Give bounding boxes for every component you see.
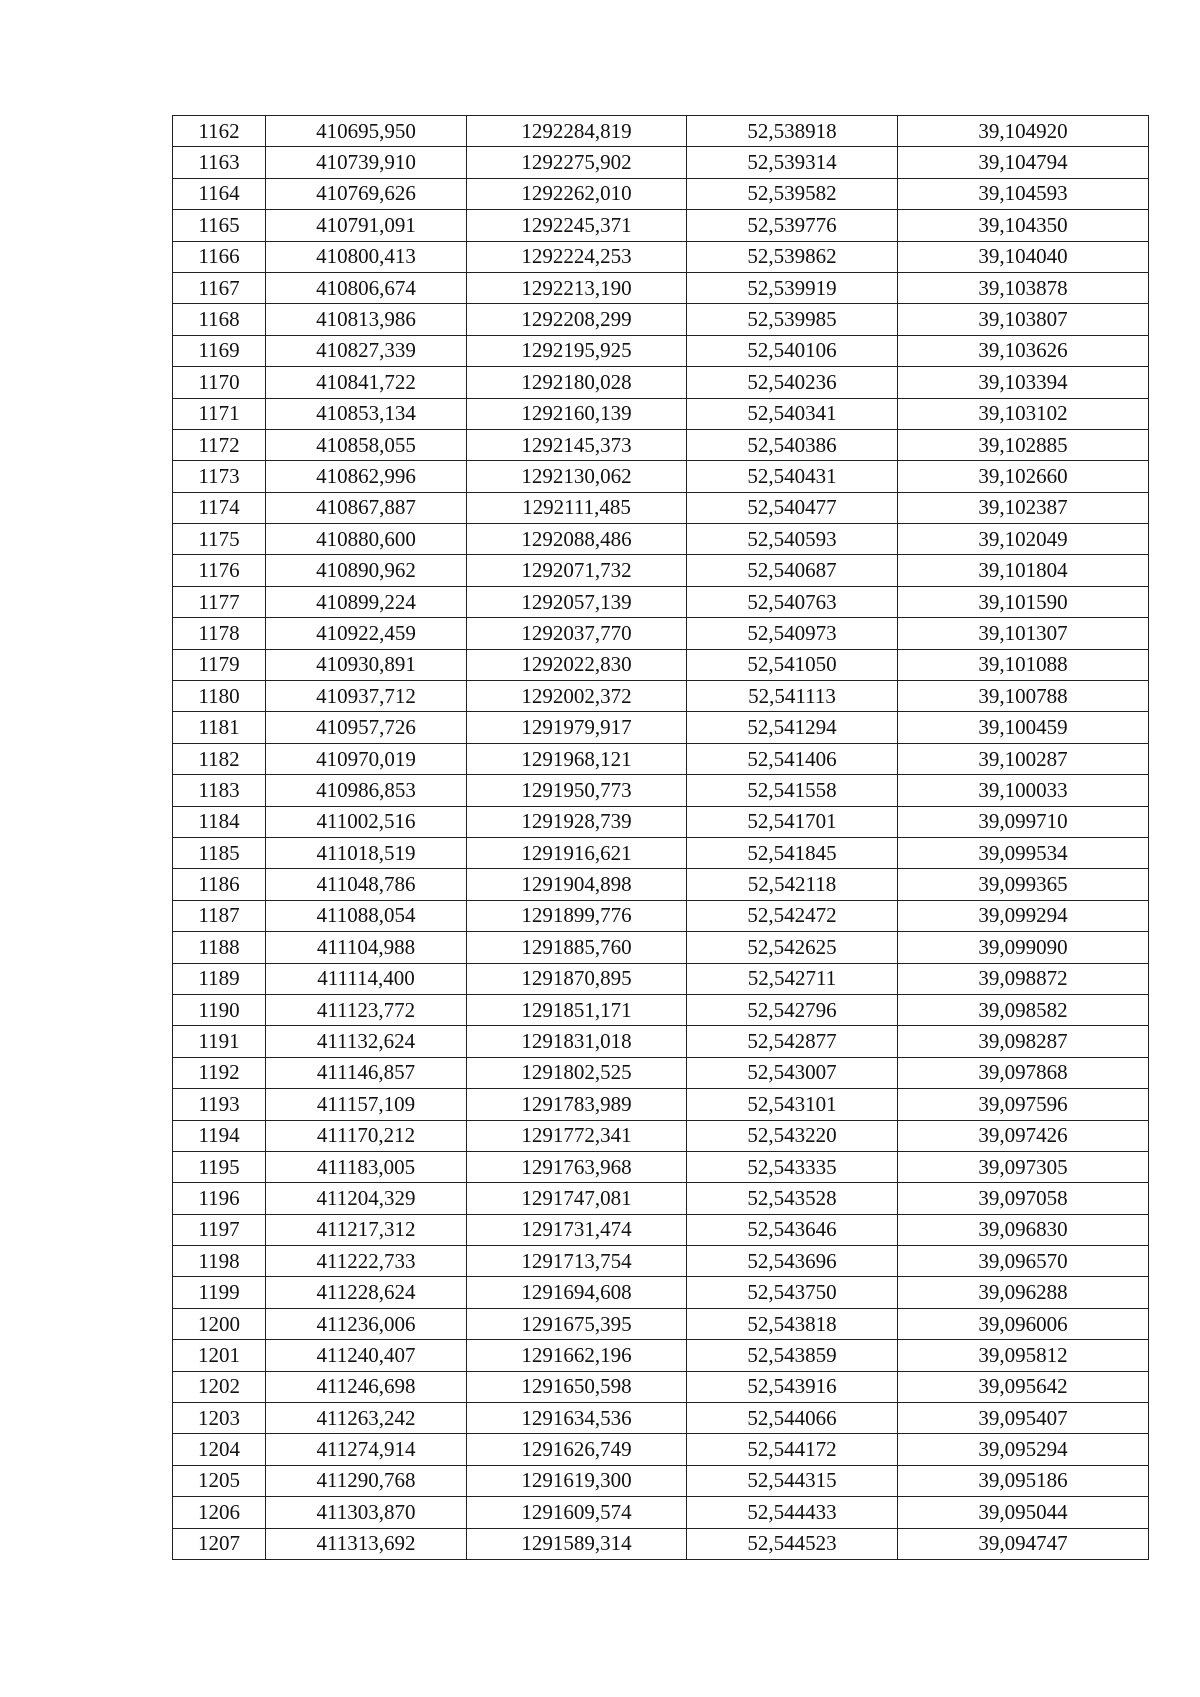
coord-x-cell: 411123,772 [266, 994, 467, 1025]
latitude-cell: 52,539314 [687, 147, 898, 178]
longitude-cell: 39,101307 [898, 618, 1149, 649]
latitude-cell: 52,538918 [687, 116, 898, 147]
coord-x-cell: 411236,006 [266, 1308, 467, 1339]
coord-x-cell: 411246,698 [266, 1371, 467, 1402]
coord-y-cell: 1292071,732 [467, 555, 687, 586]
coord-y-cell: 1292160,139 [467, 398, 687, 429]
longitude-cell: 39,102660 [898, 461, 1149, 492]
table-row [173, 1497, 1149, 1528]
coord-y-cell: 1291747,081 [467, 1183, 687, 1214]
table-row [173, 304, 1149, 335]
coord-y-cell: 1291928,739 [467, 806, 687, 837]
longitude-cell: 39,096570 [898, 1246, 1149, 1277]
point-number-cell: 1205 [173, 1465, 266, 1496]
table-row [173, 1120, 1149, 1151]
coord-x-cell: 411313,692 [266, 1528, 467, 1559]
coord-y-cell: 1291675,395 [467, 1308, 687, 1339]
coord-y-cell: 1291831,018 [467, 1026, 687, 1057]
longitude-cell: 39,095186 [898, 1465, 1149, 1496]
longitude-cell: 39,101088 [898, 649, 1149, 680]
coord-x-cell: 410695,950 [266, 116, 467, 147]
point-number-cell: 1167 [173, 272, 266, 303]
table-row [173, 806, 1149, 837]
table-row [173, 524, 1149, 555]
latitude-cell: 52,544523 [687, 1528, 898, 1559]
table-row [173, 994, 1149, 1025]
point-number-cell: 1168 [173, 304, 266, 335]
coord-y-cell: 1291950,773 [467, 775, 687, 806]
longitude-cell: 39,103102 [898, 398, 1149, 429]
coord-y-cell: 1291899,776 [467, 900, 687, 931]
point-number-cell: 1170 [173, 367, 266, 398]
table-row [173, 1308, 1149, 1339]
coord-y-cell: 1291650,598 [467, 1371, 687, 1402]
table-row [173, 1403, 1149, 1434]
coord-y-cell: 1292180,028 [467, 367, 687, 398]
latitude-cell: 52,543335 [687, 1151, 898, 1182]
coord-y-cell: 1291783,989 [467, 1089, 687, 1120]
latitude-cell: 52,542796 [687, 994, 898, 1025]
point-number-cell: 1194 [173, 1120, 266, 1151]
longitude-cell: 39,097058 [898, 1183, 1149, 1214]
coord-y-cell: 1291851,171 [467, 994, 687, 1025]
coord-x-cell: 411048,786 [266, 869, 467, 900]
table-row [173, 1246, 1149, 1277]
longitude-cell: 39,100459 [898, 712, 1149, 743]
longitude-cell: 39,104920 [898, 116, 1149, 147]
coord-x-cell: 410800,413 [266, 241, 467, 272]
coord-y-cell: 1291885,760 [467, 932, 687, 963]
longitude-cell: 39,102387 [898, 492, 1149, 523]
point-number-cell: 1202 [173, 1371, 266, 1402]
latitude-cell: 52,542877 [687, 1026, 898, 1057]
latitude-cell: 52,543859 [687, 1340, 898, 1371]
longitude-cell: 39,104040 [898, 241, 1149, 272]
table-row [173, 743, 1149, 774]
point-number-cell: 1203 [173, 1403, 266, 1434]
coord-y-cell: 1292037,770 [467, 618, 687, 649]
coord-y-cell: 1292275,902 [467, 147, 687, 178]
longitude-cell: 39,095044 [898, 1497, 1149, 1528]
point-number-cell: 1166 [173, 241, 266, 272]
latitude-cell: 52,543646 [687, 1214, 898, 1245]
coord-x-cell: 411290,768 [266, 1465, 467, 1496]
table-row [173, 649, 1149, 680]
table-row [173, 1277, 1149, 1308]
point-number-cell: 1183 [173, 775, 266, 806]
table-row [173, 1340, 1149, 1371]
point-number-cell: 1165 [173, 210, 266, 241]
latitude-cell: 52,541294 [687, 712, 898, 743]
longitude-cell: 39,101590 [898, 586, 1149, 617]
coord-x-cell: 411183,005 [266, 1151, 467, 1182]
latitude-cell: 52,541050 [687, 649, 898, 680]
point-number-cell: 1198 [173, 1246, 266, 1277]
point-number-cell: 1177 [173, 586, 266, 617]
table-row [173, 1434, 1149, 1465]
point-number-cell: 1190 [173, 994, 266, 1025]
latitude-cell: 52,544433 [687, 1497, 898, 1528]
latitude-cell: 52,543916 [687, 1371, 898, 1402]
point-number-cell: 1192 [173, 1057, 266, 1088]
coord-y-cell: 1292088,486 [467, 524, 687, 555]
coord-y-cell: 1292245,371 [467, 210, 687, 241]
longitude-cell: 39,098582 [898, 994, 1149, 1025]
point-number-cell: 1180 [173, 681, 266, 712]
longitude-cell: 39,103626 [898, 335, 1149, 366]
coord-y-cell: 1292130,062 [467, 461, 687, 492]
table-row [173, 963, 1149, 994]
longitude-cell: 39,099294 [898, 900, 1149, 931]
longitude-cell: 39,096006 [898, 1308, 1149, 1339]
latitude-cell: 52,544315 [687, 1465, 898, 1496]
point-number-cell: 1172 [173, 429, 266, 460]
table-row [173, 1026, 1149, 1057]
table-row [173, 1214, 1149, 1245]
latitude-cell: 52,539985 [687, 304, 898, 335]
coord-x-cell: 410858,055 [266, 429, 467, 460]
coord-x-cell: 410862,996 [266, 461, 467, 492]
longitude-cell: 39,103807 [898, 304, 1149, 335]
coord-x-cell: 410769,626 [266, 178, 467, 209]
table-row [173, 586, 1149, 617]
point-number-cell: 1174 [173, 492, 266, 523]
coord-y-cell: 1291731,474 [467, 1214, 687, 1245]
point-number-cell: 1179 [173, 649, 266, 680]
coord-x-cell: 411204,329 [266, 1183, 467, 1214]
point-number-cell: 1173 [173, 461, 266, 492]
coord-x-cell: 410970,019 [266, 743, 467, 774]
latitude-cell: 52,543101 [687, 1089, 898, 1120]
point-number-cell: 1182 [173, 743, 266, 774]
latitude-cell: 52,543007 [687, 1057, 898, 1088]
point-number-cell: 1163 [173, 147, 266, 178]
latitude-cell: 52,540973 [687, 618, 898, 649]
table-row [173, 1151, 1149, 1182]
longitude-cell: 39,096288 [898, 1277, 1149, 1308]
point-number-cell: 1164 [173, 178, 266, 209]
point-number-cell: 1196 [173, 1183, 266, 1214]
point-number-cell: 1186 [173, 869, 266, 900]
coord-y-cell: 1291609,574 [467, 1497, 687, 1528]
coord-x-cell: 411018,519 [266, 837, 467, 868]
coord-y-cell: 1291968,121 [467, 743, 687, 774]
coord-x-cell: 411228,624 [266, 1277, 467, 1308]
coordinate-table-body [173, 116, 1149, 1560]
longitude-cell: 39,098287 [898, 1026, 1149, 1057]
coord-y-cell: 1291634,536 [467, 1403, 687, 1434]
latitude-cell: 52,540341 [687, 398, 898, 429]
latitude-cell: 52,539776 [687, 210, 898, 241]
table-row [173, 837, 1149, 868]
longitude-cell: 39,098872 [898, 963, 1149, 994]
longitude-cell: 39,097868 [898, 1057, 1149, 1088]
table-row [173, 272, 1149, 303]
table-row [173, 1183, 1149, 1214]
table-row [173, 116, 1149, 147]
latitude-cell: 52,543750 [687, 1277, 898, 1308]
table-row [173, 681, 1149, 712]
longitude-cell: 39,095294 [898, 1434, 1149, 1465]
longitude-cell: 39,102885 [898, 429, 1149, 460]
longitude-cell: 39,100287 [898, 743, 1149, 774]
table-row [173, 1465, 1149, 1496]
table-row [173, 1371, 1149, 1402]
coord-x-cell: 410813,986 [266, 304, 467, 335]
point-number-cell: 1169 [173, 335, 266, 366]
point-number-cell: 1175 [173, 524, 266, 555]
coord-x-cell: 410957,726 [266, 712, 467, 743]
coord-y-cell: 1292284,819 [467, 116, 687, 147]
coord-y-cell: 1291713,754 [467, 1246, 687, 1277]
coord-x-cell: 411104,988 [266, 932, 467, 963]
coord-y-cell: 1292224,253 [467, 241, 687, 272]
coord-y-cell: 1291904,898 [467, 869, 687, 900]
table-row [173, 335, 1149, 366]
coord-x-cell: 411114,400 [266, 963, 467, 994]
coord-y-cell: 1292213,190 [467, 272, 687, 303]
longitude-cell: 39,099710 [898, 806, 1149, 837]
longitude-cell: 39,095812 [898, 1340, 1149, 1371]
coord-x-cell: 411274,914 [266, 1434, 467, 1465]
coord-y-cell: 1292208,299 [467, 304, 687, 335]
latitude-cell: 52,540763 [687, 586, 898, 617]
coord-x-cell: 410827,339 [266, 335, 467, 366]
coord-x-cell: 411240,407 [266, 1340, 467, 1371]
table-row [173, 461, 1149, 492]
point-number-cell: 1207 [173, 1528, 266, 1559]
latitude-cell: 52,541558 [687, 775, 898, 806]
coord-x-cell: 411132,624 [266, 1026, 467, 1057]
latitude-cell: 52,542625 [687, 932, 898, 963]
coord-x-cell: 411157,109 [266, 1089, 467, 1120]
point-number-cell: 1206 [173, 1497, 266, 1528]
table-row [173, 932, 1149, 963]
latitude-cell: 52,539862 [687, 241, 898, 272]
coord-y-cell: 1291589,314 [467, 1528, 687, 1559]
latitude-cell: 52,542711 [687, 963, 898, 994]
point-number-cell: 1191 [173, 1026, 266, 1057]
table-row [173, 492, 1149, 523]
latitude-cell: 52,541845 [687, 837, 898, 868]
point-number-cell: 1201 [173, 1340, 266, 1371]
table-row [173, 429, 1149, 460]
point-number-cell: 1197 [173, 1214, 266, 1245]
table-row [173, 1089, 1149, 1120]
point-number-cell: 1187 [173, 900, 266, 931]
coord-x-cell: 410890,962 [266, 555, 467, 586]
coord-x-cell: 411263,242 [266, 1403, 467, 1434]
table-row [173, 775, 1149, 806]
longitude-cell: 39,096830 [898, 1214, 1149, 1245]
table-row [173, 900, 1149, 931]
latitude-cell: 52,543220 [687, 1120, 898, 1151]
longitude-cell: 39,103394 [898, 367, 1149, 398]
latitude-cell: 52,543818 [687, 1308, 898, 1339]
coord-y-cell: 1291979,917 [467, 712, 687, 743]
point-number-cell: 1193 [173, 1089, 266, 1120]
coord-x-cell: 410922,459 [266, 618, 467, 649]
coord-y-cell: 1292195,925 [467, 335, 687, 366]
longitude-cell: 39,104350 [898, 210, 1149, 241]
table-row [173, 210, 1149, 241]
table-row [173, 241, 1149, 272]
point-number-cell: 1200 [173, 1308, 266, 1339]
point-number-cell: 1181 [173, 712, 266, 743]
longitude-cell: 39,095642 [898, 1371, 1149, 1402]
coord-x-cell: 410930,891 [266, 649, 467, 680]
longitude-cell: 39,099090 [898, 932, 1149, 963]
coord-y-cell: 1292002,372 [467, 681, 687, 712]
point-number-cell: 1204 [173, 1434, 266, 1465]
longitude-cell: 39,104794 [898, 147, 1149, 178]
table-row [173, 398, 1149, 429]
coord-y-cell: 1291626,749 [467, 1434, 687, 1465]
point-number-cell: 1178 [173, 618, 266, 649]
longitude-cell: 39,094747 [898, 1528, 1149, 1559]
coord-y-cell: 1291694,608 [467, 1277, 687, 1308]
latitude-cell: 52,542118 [687, 869, 898, 900]
coord-x-cell: 410867,887 [266, 492, 467, 523]
coord-x-cell: 410986,853 [266, 775, 467, 806]
point-number-cell: 1185 [173, 837, 266, 868]
longitude-cell: 39,100788 [898, 681, 1149, 712]
latitude-cell: 52,544066 [687, 1403, 898, 1434]
coord-x-cell: 410880,600 [266, 524, 467, 555]
coord-x-cell: 411222,733 [266, 1246, 467, 1277]
table-row [173, 178, 1149, 209]
point-number-cell: 1176 [173, 555, 266, 586]
coord-x-cell: 410853,134 [266, 398, 467, 429]
coord-x-cell: 411170,212 [266, 1120, 467, 1151]
longitude-cell: 39,103878 [898, 272, 1149, 303]
coord-y-cell: 1291802,525 [467, 1057, 687, 1088]
coord-x-cell: 411217,312 [266, 1214, 467, 1245]
point-number-cell: 1184 [173, 806, 266, 837]
latitude-cell: 52,540431 [687, 461, 898, 492]
coord-y-cell: 1292262,010 [467, 178, 687, 209]
coord-y-cell: 1291619,300 [467, 1465, 687, 1496]
coord-y-cell: 1291772,341 [467, 1120, 687, 1151]
coord-x-cell: 410806,674 [266, 272, 467, 303]
latitude-cell: 52,542472 [687, 900, 898, 931]
coord-x-cell: 411088,054 [266, 900, 467, 931]
latitude-cell: 52,541113 [687, 681, 898, 712]
latitude-cell: 52,544172 [687, 1434, 898, 1465]
longitude-cell: 39,100033 [898, 775, 1149, 806]
point-number-cell: 1162 [173, 116, 266, 147]
latitude-cell: 52,543528 [687, 1183, 898, 1214]
point-number-cell: 1188 [173, 932, 266, 963]
coord-x-cell: 411146,857 [266, 1057, 467, 1088]
coord-x-cell: 410841,722 [266, 367, 467, 398]
coord-x-cell: 410937,712 [266, 681, 467, 712]
coord-y-cell: 1292145,373 [467, 429, 687, 460]
longitude-cell: 39,102049 [898, 524, 1149, 555]
coordinate-table [172, 115, 1149, 1560]
longitude-cell: 39,101804 [898, 555, 1149, 586]
coord-y-cell: 1291916,621 [467, 837, 687, 868]
table-row [173, 367, 1149, 398]
point-number-cell: 1195 [173, 1151, 266, 1182]
table-row [173, 712, 1149, 743]
coord-x-cell: 410739,910 [266, 147, 467, 178]
latitude-cell: 52,539582 [687, 178, 898, 209]
table-row [173, 555, 1149, 586]
coord-y-cell: 1291662,196 [467, 1340, 687, 1371]
point-number-cell: 1199 [173, 1277, 266, 1308]
table-row [173, 1528, 1149, 1559]
table-row [173, 869, 1149, 900]
coord-x-cell: 410791,091 [266, 210, 467, 241]
latitude-cell: 52,540593 [687, 524, 898, 555]
longitude-cell: 39,099365 [898, 869, 1149, 900]
latitude-cell: 52,540477 [687, 492, 898, 523]
latitude-cell: 52,540386 [687, 429, 898, 460]
longitude-cell: 39,097596 [898, 1089, 1149, 1120]
point-number-cell: 1189 [173, 963, 266, 994]
latitude-cell: 52,540687 [687, 555, 898, 586]
point-number-cell: 1171 [173, 398, 266, 429]
coord-y-cell: 1292022,830 [467, 649, 687, 680]
latitude-cell: 52,539919 [687, 272, 898, 303]
longitude-cell: 39,097426 [898, 1120, 1149, 1151]
longitude-cell: 39,095407 [898, 1403, 1149, 1434]
latitude-cell: 52,541701 [687, 806, 898, 837]
table-row [173, 618, 1149, 649]
longitude-cell: 39,099534 [898, 837, 1149, 868]
table-row [173, 147, 1149, 178]
longitude-cell: 39,104593 [898, 178, 1149, 209]
latitude-cell: 52,541406 [687, 743, 898, 774]
coord-x-cell: 410899,224 [266, 586, 467, 617]
coord-y-cell: 1292057,139 [467, 586, 687, 617]
latitude-cell: 52,540236 [687, 367, 898, 398]
coord-x-cell: 411303,870 [266, 1497, 467, 1528]
table-row [173, 1057, 1149, 1088]
latitude-cell: 52,540106 [687, 335, 898, 366]
coord-y-cell: 1291870,895 [467, 963, 687, 994]
coord-x-cell: 411002,516 [266, 806, 467, 837]
coord-y-cell: 1292111,485 [467, 492, 687, 523]
coord-y-cell: 1291763,968 [467, 1151, 687, 1182]
latitude-cell: 52,543696 [687, 1246, 898, 1277]
longitude-cell: 39,097305 [898, 1151, 1149, 1182]
